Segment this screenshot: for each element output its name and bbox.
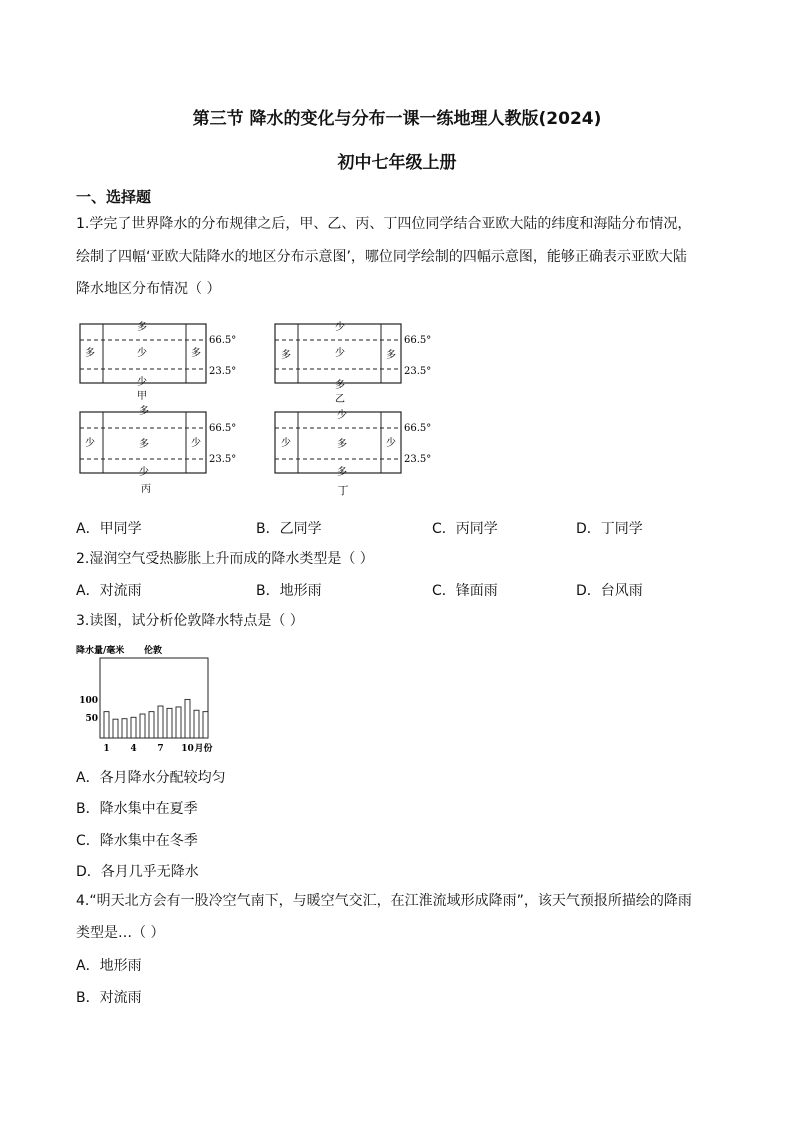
q4-option-b[interactable]: B．对流雨 [76,990,142,1006]
q1-line-2: 绘制了四幅‘亚欧大陆降水的地区分布示意图’，哪位同学绘制的四幅示意图，能够正确表示亚欧大陆 [76,249,687,265]
q3-option-b[interactable]: B．降水集中在夏季 [76,801,198,817]
xtick-10: 10 [181,744,194,754]
bing-lat-low: 23.5° [209,454,237,465]
yi-center-label: 少 [335,348,345,359]
jia-bottom-label: 少 [137,377,147,388]
ding-center-label: 多 [337,439,347,450]
document-subtitle: 初中七年级上册 [337,153,457,173]
ding-name: 丁 [337,484,349,497]
yi-name: 乙 [335,394,345,405]
bar-month-11 [194,710,199,738]
bing-name: 丙 [141,484,151,495]
bing-center-label: 多 [139,439,149,450]
bar-month-4 [131,717,136,738]
yi-left-label: 多 [281,350,291,361]
xtick-1: 1 [103,744,110,754]
q1-option-b[interactable]: B．乙同学 [256,521,322,537]
q2-text: 2.湿润空气受热膨胀上升而成的降水类型是（ ） [76,551,374,567]
q1-option-a[interactable]: A．甲同学 [76,521,142,537]
q3-text: 3.读图，试分析伦敦降水特点是（ ） [76,613,304,629]
bar-month-5 [140,714,145,738]
bar-month-2 [113,719,118,738]
q1-line-1: 1.学完了世界降水的分布规律之后，甲、乙、丙、丁四位同学结合亚欧大陆的纬度和海陆分布情况， [76,216,692,232]
chart-bars [104,699,208,738]
q3-option-c[interactable]: C．降水集中在冬季 [76,833,198,849]
jia-right-label: 多 [191,348,201,359]
diagram-yi [275,320,431,405]
xtick-suffix: 月份 [194,744,213,754]
bar-month-10 [185,699,190,738]
q2-option-c[interactable]: C．锋面雨 [432,583,498,599]
q1-option-d[interactable]: D．丁同学 [576,521,643,537]
q1-line-3: 降水地区分布情况（ ） [76,281,221,297]
jia-left-label: 多 [85,348,95,359]
yi-lat-low: 23.5° [404,366,432,377]
q1-option-c[interactable]: C．丙同学 [432,521,498,537]
bing-right-label: 少 [191,438,201,449]
q2-option-b[interactable]: B．地形雨 [256,583,322,599]
q2-option-d[interactable]: D．台风雨 [576,583,643,599]
jia-top-label: 多 [137,322,147,333]
bing-lat-high: 66.5° [209,423,237,434]
chart-xticks [103,742,212,754]
bar-month-6 [149,712,154,738]
jia-lat-high: 66.5° [209,335,237,346]
bing-left-label: 少 [85,438,95,449]
yi-top-label: 少 [335,322,345,333]
bar-month-1 [104,712,109,738]
document-title: 第三节 降水的变化与分布一课一练地理人教版(2024) [192,109,602,129]
ytick-50: 50 [85,714,98,724]
yi-lat-high: 66.5° [404,335,432,346]
q4-line-1: 4.“明天北方会有一股冷空气南下，与暖空气交汇，在江淮流域形成降雨”，该天气预报所描绘的降雨 [76,893,692,909]
yi-right-label: 多 [386,350,396,361]
bar-month-8 [167,708,172,738]
q1-diagrams [70,314,450,504]
bing-top-label: 多 [139,406,149,417]
xtick-4: 4 [130,744,137,754]
london-precip-chart [70,640,230,760]
jia-name: 甲 [137,391,147,402]
bar-month-9 [176,707,181,738]
ding-right-label: 少 [386,438,396,449]
q3-option-d[interactable]: D．各月几乎无降水 [76,864,199,880]
diagram-bing [80,405,236,495]
yi-bottom-label: 多 [335,380,345,391]
bar-month-3 [122,719,127,738]
ytick-100: 100 [79,696,98,706]
ding-lat-high: 66.5° [404,423,432,434]
chart-title: 伦敦 [144,646,163,656]
q4-option-a[interactable]: A．地形雨 [76,958,142,974]
ding-lat-low: 23.5° [404,454,432,465]
ding-bottom-label: 多 [337,467,347,478]
q2-option-a[interactable]: A．对流雨 [76,583,142,599]
bar-month-12 [203,712,208,738]
bing-bottom-label: 少 [139,467,149,478]
xtick-7: 7 [157,744,164,754]
q3-option-a[interactable]: A．各月降水分配较均匀 [76,770,226,786]
jia-center-label: 少 [137,348,147,359]
ding-left-label: 少 [281,438,291,449]
bar-month-7 [158,706,163,738]
diagram-ding [275,408,431,497]
chart-ylabel: 降水量/毫米 [76,646,125,656]
section-heading: 一、选择题 [76,188,152,206]
ding-top-label: 少 [337,410,347,421]
q4-line-2: 类型是…（ ） [76,925,165,941]
jia-lat-low: 23.5° [209,366,237,377]
diagram-jia [80,321,236,402]
